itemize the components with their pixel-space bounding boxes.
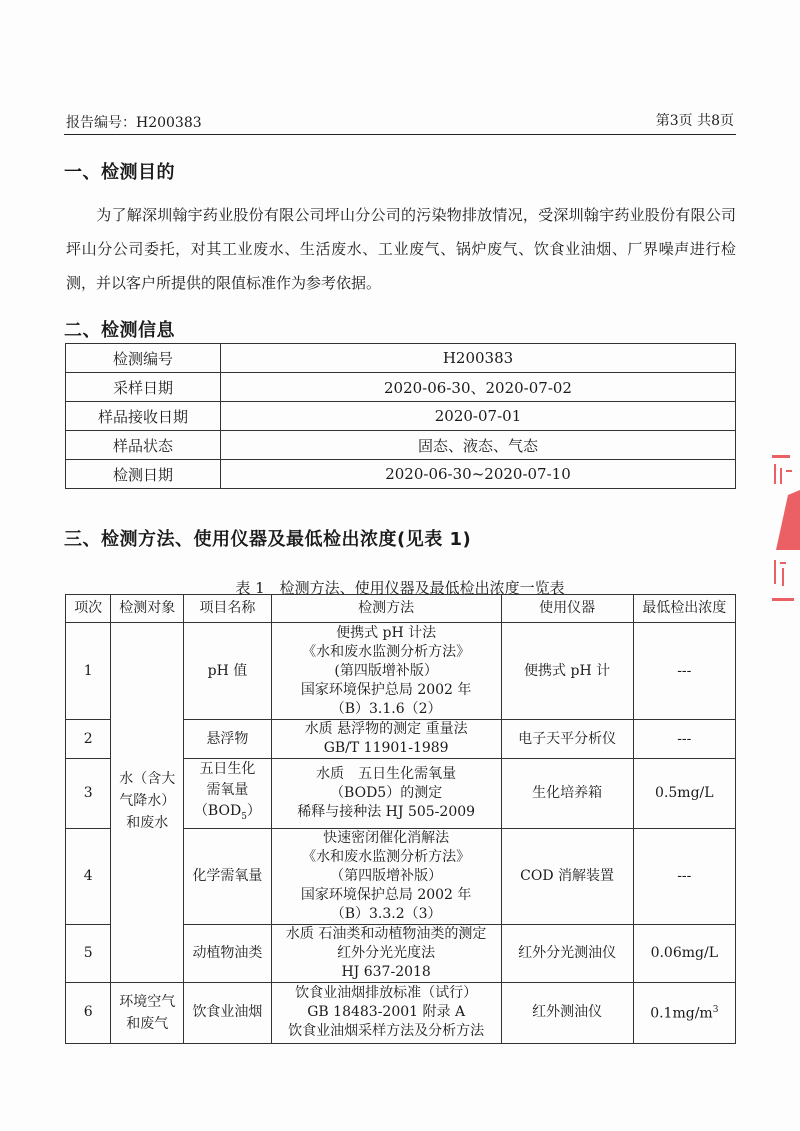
item-part: ） <box>246 803 261 819</box>
method-line: 《水和废水监测分析方法》 <box>302 848 471 865</box>
method-cell <box>271 924 501 982</box>
info-table <box>65 343 736 489</box>
method-line: 饮食业油烟采样方法及分析方法 <box>288 1023 485 1040</box>
instrument: 红外测油仪 <box>501 982 633 1043</box>
row-no: 6 <box>66 982 111 1043</box>
header-divider <box>64 134 736 135</box>
object-cell <box>111 623 184 983</box>
instrument: 生化培养箱 <box>501 759 633 829</box>
page-info: 第3页 共8页 <box>655 113 734 129</box>
method-line: (第四版增补版） <box>334 662 438 679</box>
item-name: 悬浮物 <box>184 720 272 759</box>
method-line: 水质 五日生化需氧量 <box>316 765 457 782</box>
table-row <box>66 623 736 720</box>
col-header: 检测对象 <box>111 595 184 623</box>
info-key: 样品接收日期 <box>66 402 221 431</box>
method-line: （第四版增补版） <box>330 867 443 884</box>
table-header-row <box>66 595 736 623</box>
detection-limit: --- <box>633 720 735 759</box>
instrument: 电子天平分析仪 <box>501 720 633 759</box>
method-line: GB 18483-2001 附录 A <box>307 1004 466 1021</box>
row-no: 5 <box>66 924 111 982</box>
instrument: 便携式 pH 计 <box>501 623 633 720</box>
method-line: 水质 悬浮物的测定 重量法 <box>304 721 468 737</box>
col-header: 使用仪器 <box>501 595 633 623</box>
method-cell <box>271 623 501 720</box>
info-row <box>66 402 736 431</box>
method-line: （BOD5）的测定 <box>330 784 443 801</box>
limit-value: 0.1mg/m <box>650 1006 713 1023</box>
info-row <box>66 460 736 489</box>
method-line: 稀释与接种法 HJ 505-2009 <box>297 803 476 820</box>
info-key: 采样日期 <box>66 373 221 402</box>
item-name <box>184 759 272 829</box>
methods-table <box>65 594 736 1044</box>
instrument: COD 消解装置 <box>501 828 633 924</box>
section3-title: 三、检测方法、使用仪器及最低检出浓度(见表 1) <box>64 529 472 550</box>
row-no: 3 <box>66 759 111 829</box>
info-value: 固态、液态、气态 <box>221 431 736 460</box>
row-no: 2 <box>66 720 111 759</box>
method-line: 快速密闭催化消解法 <box>323 829 450 846</box>
method-line: 水质 石油类和动植物油类的测定 <box>285 925 487 942</box>
info-key: 检测编号 <box>66 344 221 373</box>
report-number: 报告编号：H200383 <box>66 115 202 131</box>
col-header: 项次 <box>66 595 111 623</box>
info-key: 样品状态 <box>66 431 221 460</box>
item-line <box>184 801 271 828</box>
col-header: 检测方法 <box>271 595 501 623</box>
object-text: 环境空气和废气 <box>119 993 176 1032</box>
section1-title: 一、检测目的 <box>64 162 175 183</box>
col-header: 项目名称 <box>184 595 272 623</box>
method-line: 《水和废水监测分析方法》 <box>302 643 471 660</box>
info-row <box>66 344 736 373</box>
method-line: 国家环境保护总局 2002 年 <box>300 886 472 903</box>
info-value: 2020-06-30、2020-07-02 <box>221 373 736 402</box>
detection-limit <box>633 982 735 1043</box>
red-seal-stamp-icon <box>768 450 800 610</box>
item-subscript: 5 <box>241 811 247 822</box>
method-line: 饮食业油烟排放标准（试行） <box>295 985 478 1002</box>
method-line: （B）3.1.6（2） <box>330 700 442 717</box>
info-value: 2020-06-30~2020-07-10 <box>221 460 736 489</box>
info-value: 2020-07-01 <box>221 402 736 431</box>
detection-limit: 0.5mg/L <box>633 759 735 829</box>
info-value: H200383 <box>221 344 736 373</box>
section2-title: 二、检测信息 <box>64 320 175 341</box>
purpose-text: 为了解深圳翰宇药业股份有限公司坪山分公司的污染物排放情况，受深圳翰宇药业股份有限公司坪山分公司委托，对其工业废水、生活废水、工业废气、锅炉废气、饮食业油烟、厂界噪声进行检测，并以客户所提供的限值标准作为参考依据。 <box>66 206 736 292</box>
purpose-paragraph <box>66 198 736 300</box>
limit-superscript: 3 <box>712 1005 719 1016</box>
item-name: 动植物油类 <box>184 924 272 982</box>
row-no: 1 <box>66 623 111 720</box>
item-part: （BOD <box>193 803 242 819</box>
method-cell <box>271 720 501 759</box>
table-caption: 表 1 检测方法、使用仪器及最低检出浓度一览表 <box>235 579 565 597</box>
method-cell <box>271 982 501 1043</box>
method-line: 便携式 pH 计法 <box>336 624 437 641</box>
method-line: 国家环境保护总局 2002 年 <box>300 681 472 698</box>
col-header: 最低检出浓度 <box>633 595 735 623</box>
method-line: （B）3.3.2（3） <box>330 905 442 922</box>
item-name: 饮食业油烟 <box>184 982 272 1043</box>
method-cell <box>271 828 501 924</box>
method-line: HJ 637-2018 <box>341 963 431 980</box>
instrument: 红外分光测油仪 <box>501 924 633 982</box>
method-line: GB/T 11901-1989 <box>323 740 449 756</box>
detection-limit: 0.06mg/L <box>633 924 735 982</box>
item-line: 五日生化 <box>199 761 256 777</box>
info-row <box>66 431 736 460</box>
method-cell <box>271 759 501 829</box>
item-name: 化学需氧量 <box>184 828 272 924</box>
object-text: 水（含大气降水）和废水 <box>119 771 176 832</box>
detection-limit: --- <box>633 623 735 720</box>
detection-limit: --- <box>633 828 735 924</box>
item-name: pH 值 <box>184 623 272 720</box>
info-row <box>66 373 736 402</box>
object-cell <box>111 982 184 1043</box>
method-line: 红外分光光度法 <box>337 944 436 961</box>
row-no: 4 <box>66 828 111 924</box>
item-line: 需氧量 <box>206 782 249 798</box>
info-key: 检测日期 <box>66 460 221 489</box>
table-row <box>66 982 736 1043</box>
